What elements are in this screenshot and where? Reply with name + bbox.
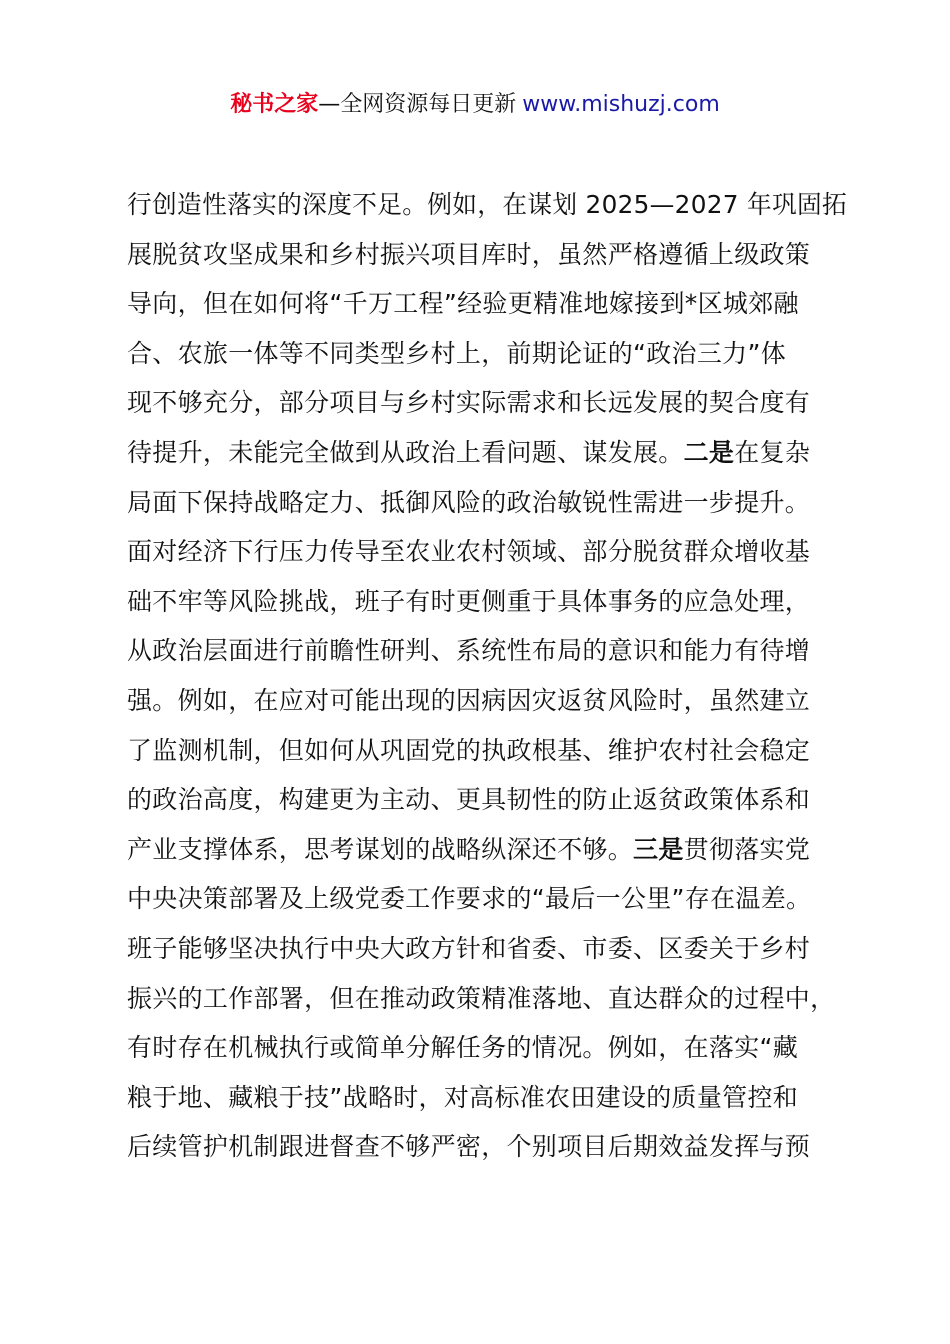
text-segment: 有时存在机械执行或简单分解任务的情况。例如，在落实“藏 bbox=[127, 1033, 799, 1063]
text-segment: 础不牢等风险挑战，班子有时更侧重于具体事务的应急处理， bbox=[127, 586, 811, 616]
text-segment: 后续管护机制跟进督查不够严密，个别项目后期效益发挥与预 bbox=[127, 1132, 811, 1162]
text-line bbox=[127, 180, 848, 230]
text-line bbox=[127, 874, 847, 924]
text-line bbox=[127, 230, 847, 280]
text-segment: 粮于地、藏粮于技”战略时，对高标准农田建设的质量管控和 bbox=[127, 1082, 799, 1112]
text-segment: 贯彻落实党 bbox=[683, 834, 811, 864]
text-segment: 振兴的工作部署，但在推动政策精准落地、直达群众的过程中， bbox=[127, 983, 836, 1013]
document-body bbox=[127, 180, 847, 1172]
text-segment: 的政治高度，构建更为主动、更具韧性的防止返贫政策体系和 bbox=[127, 785, 811, 815]
text-segment: 中央决策部署及上级党委工作要求的“最后一公里”存在温差。 bbox=[127, 884, 812, 914]
text-segment: 现不够充分，部分项目与乡村实际需求和长远发展的契合度有 bbox=[127, 388, 811, 418]
text-segment: 行创造性落实的深度不足。例如，在谋划 2025—2027 年巩固拓 bbox=[127, 190, 848, 219]
text-line bbox=[127, 676, 847, 726]
text-line bbox=[127, 279, 847, 329]
text-line bbox=[127, 378, 847, 428]
text-segment: 展脱贫攻坚成果和乡村振兴项目库时，虽然严格遵循上级政策 bbox=[127, 239, 811, 269]
site-url-link[interactable]: www.mishuzj.com bbox=[522, 92, 720, 117]
text-segment: 了监测机制，但如何从巩固党的执政根基、维护农村社会稳定 bbox=[127, 735, 811, 765]
site-brand-name: 秘书之家 bbox=[230, 92, 319, 117]
text-segment: 面对经济下行压力传导至农业农村领域、部分脱贫群众增收基 bbox=[127, 537, 811, 567]
text-line bbox=[127, 626, 847, 676]
text-line bbox=[127, 428, 847, 478]
text-segment: 从政治层面进行前瞻性研判、系统性布局的意识和能力有待增 bbox=[127, 636, 811, 666]
text-line bbox=[127, 1122, 847, 1172]
text-line bbox=[127, 1023, 847, 1073]
text-line bbox=[127, 577, 847, 627]
text-segment: 合、农旅一体等不同类型乡村上，前期论证的“政治三力”体 bbox=[127, 338, 787, 368]
bold-text-segment: 二是 bbox=[683, 437, 735, 467]
bold-text-segment: 三是 bbox=[633, 834, 684, 864]
page-header bbox=[0, 88, 950, 122]
site-tagline: —全网资源每日更新 bbox=[318, 92, 517, 117]
text-segment: 局面下保持战略定力、抵御风险的政治敏锐性需进一步提升。 bbox=[127, 487, 811, 517]
text-line bbox=[127, 1073, 847, 1123]
text-line bbox=[127, 478, 847, 528]
text-line bbox=[127, 775, 847, 825]
text-segment: 班子能够坚决执行中央大政方针和省委、市委、区委关于乡村 bbox=[127, 933, 811, 963]
text-line bbox=[127, 329, 847, 379]
text-segment: 产业支撑体系，思考谋划的战略纵深还不够。 bbox=[127, 834, 634, 864]
text-line bbox=[127, 974, 847, 1024]
text-segment: 导向，但在如何将“千万工程”经验更精准地嫁接到*区城郊融 bbox=[127, 289, 799, 319]
text-segment: 在复杂 bbox=[734, 437, 811, 467]
text-segment: 强。例如，在应对可能出现的因病因灾返贫风险时，虽然建立 bbox=[127, 685, 811, 715]
text-line bbox=[127, 924, 847, 974]
text-line bbox=[127, 825, 847, 875]
text-segment: 待提升，未能完全做到从政治上看问题、谋发展。 bbox=[127, 437, 684, 467]
text-line bbox=[127, 726, 847, 776]
text-line bbox=[127, 527, 847, 577]
